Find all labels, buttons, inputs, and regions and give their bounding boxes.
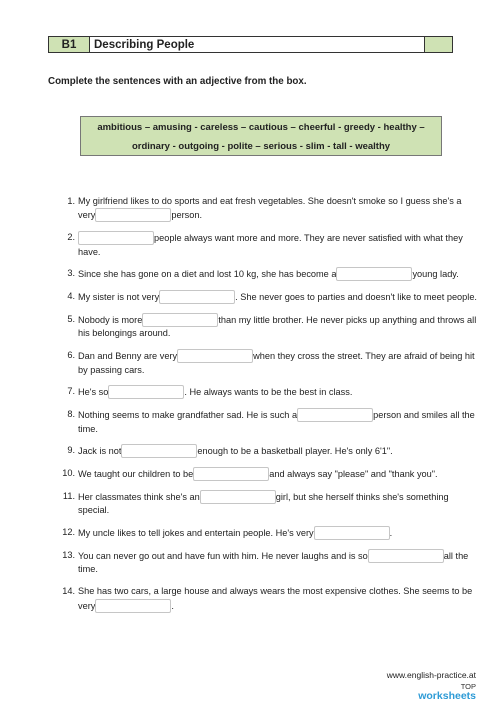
sentence-number: 8. (67, 409, 75, 420)
sentence-text-after: people always want more and more. They are never satisfied with what they have. (78, 233, 463, 257)
sentence-item (60, 490, 480, 518)
sentence-text-after: than my little brother. He never picks up anything and throws all his belongings around. (78, 315, 477, 339)
sentence-text-before: Since she has gone on a diet and lost 10 kg, she has become a (78, 269, 337, 280)
title-table-empty-cell (425, 37, 452, 52)
sentence-number: 6. (67, 350, 75, 361)
sentence-text-after: person and smiles all the time. (78, 410, 475, 434)
sentence-text-before: He's so (78, 387, 109, 398)
answer-blank-input[interactable] (95, 599, 171, 613)
answer-blank-input[interactable] (121, 444, 197, 458)
answer-blank-input[interactable] (193, 467, 269, 481)
sentence-item (60, 290, 480, 304)
sentence-item (60, 549, 480, 577)
sentence-item (60, 313, 480, 341)
instruction: Complete the sentences with an adjective from the box. (48, 76, 307, 87)
sentence-item (60, 349, 480, 377)
sentence-text-after: when they cross the street. They are afraid of being hit by passing cars. (78, 351, 475, 375)
sentence-text-before: Nothing seems to make grandfather sad. He is such a (78, 410, 298, 421)
worksheet-title: Describing People (90, 37, 425, 52)
sentence-text-after: person. (171, 210, 203, 221)
sentence-list (60, 195, 480, 621)
adjective-word-box (80, 116, 442, 156)
sentence-item (60, 526, 480, 540)
top-worksheets-logo (418, 683, 476, 701)
sentence-text-before: We taught our children to be (78, 469, 194, 480)
level-label: B1 (49, 37, 90, 52)
sentence-text-before: My uncle likes to tell jokes and entertain people. He's very (78, 528, 314, 539)
sentence-number: 10. (62, 468, 75, 479)
answer-blank-input[interactable] (159, 290, 235, 304)
sentence-item (60, 408, 480, 436)
sentence-text-after: and always say "please" and "thank you". (269, 469, 438, 480)
sentence-number: 3. (67, 268, 75, 279)
answer-blank-input[interactable] (78, 231, 154, 245)
sentence-item (60, 467, 480, 481)
sentence-text-after: all the time. (78, 551, 469, 575)
sentence-item (60, 385, 480, 399)
sentence-item (60, 585, 480, 613)
title-table (48, 36, 453, 53)
sentence-number: 13. (62, 550, 75, 560)
answer-blank-input[interactable] (368, 549, 444, 563)
sentence-item (60, 444, 480, 458)
answer-blank-input[interactable] (177, 349, 253, 363)
sentence-text-before: Dan and Benny are very (78, 351, 178, 362)
logo-main-text: worksheets (418, 689, 476, 702)
logo-top-text: TOP (460, 682, 476, 691)
sentence-text-before: She has two cars, a large house and always wears the most expensive clothes. She seems to be very (78, 586, 473, 611)
sentence-number: 4. (67, 291, 75, 302)
answer-blank-input[interactable] (297, 408, 373, 422)
sentence-text-after: girl, but she herself thinks she's something special. (78, 492, 449, 516)
sentence-number: 14. (62, 586, 75, 597)
sentence-text-after: . She never goes to parties and doesn't like to meet people. (235, 292, 477, 303)
sentence-text-after: young lady. (412, 269, 459, 280)
sentence-text-after: enough to be a basketball player. He's only 6'1". (197, 446, 393, 457)
sentence-text-before: You can never go out and have fun with him. He never laughs and is so (78, 551, 368, 561)
word-box-line-1: ambitious – amusing - careless – cautious – cheerful - greedy - healthy – (97, 122, 425, 133)
sentence-text-before: My sister is not very (78, 292, 160, 303)
answer-blank-input[interactable] (108, 385, 184, 399)
answer-blank-input[interactable] (95, 208, 171, 222)
sentence-item (60, 267, 480, 281)
sentence-number: 7. (67, 386, 75, 397)
sentence-number: 2. (67, 232, 75, 243)
sentence-number: 1. (67, 196, 75, 206)
sentence-item (60, 231, 480, 259)
sentence-number: 11. (62, 491, 75, 501)
sentence-text-before: My girlfriend likes to do sports and eat fresh vegetables. She doesn't smoke so I guess she's a very (78, 196, 462, 221)
answer-blank-input[interactable] (142, 313, 218, 327)
sentence-text-after: . He always wants to be the best in class. (184, 387, 353, 398)
sentence-text-before: Nobody is more (78, 315, 143, 325)
sentence-number: 9. (67, 445, 75, 456)
answer-blank-input[interactable] (336, 267, 412, 281)
sentence-text-after: . (389, 528, 393, 539)
sentence-text-before: Jack is not (78, 446, 122, 457)
answer-blank-input[interactable] (314, 526, 390, 540)
sentence-text-before: Her classmates think she's an (78, 492, 200, 502)
sentence-text-after: . (171, 600, 174, 611)
sentence-item (60, 195, 480, 223)
footer-url: www.english-practice.at (386, 670, 476, 680)
sentence-number: 5. (67, 314, 75, 324)
word-box-line-2: ordinary - outgoing - polite – serious - slim - tall - wealthy (131, 141, 391, 152)
sentence-number: 12. (62, 527, 75, 538)
answer-blank-input[interactable] (200, 490, 276, 504)
